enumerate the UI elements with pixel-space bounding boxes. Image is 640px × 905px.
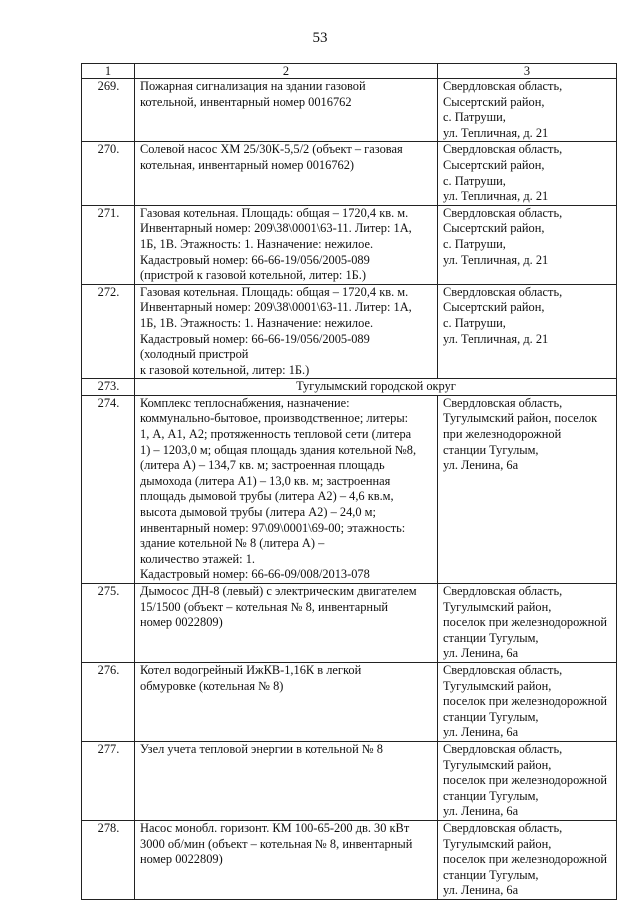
description-line: 1, А, А1, А2; протяженность тепловой сети (литера: [140, 427, 412, 442]
object-address: [438, 584, 617, 663]
object-description: [135, 584, 438, 663]
address-line: Свердловская область,: [443, 205, 563, 220]
address-line: Свердловская область,: [443, 79, 563, 93]
description-line: Инвентарный номер: 209\38\0001\63-11. Литер: 1А,: [140, 221, 412, 236]
address-line: с. Патруши,: [443, 315, 506, 330]
description-line: коммунально-бытовое, производственное; литеры:: [140, 411, 409, 426]
page-number: 53: [312, 30, 328, 46]
address-line: Тугулымский район,: [443, 678, 552, 693]
address-line: ул. Ленина, 6а: [443, 725, 519, 740]
address-line: станции Тугулым,: [443, 442, 539, 457]
address-line: Свердловская область,: [443, 395, 563, 410]
address-line: ул. Тепличная, д. 21: [443, 189, 549, 204]
description-line: номер 0022809): [140, 852, 223, 867]
description-line: номер 0022809): [140, 615, 223, 630]
description-line: обмуровке (котельная № 8): [140, 678, 284, 693]
description-line: 3000 об/мин (объект – котельная № 8, инвентарный: [140, 836, 413, 851]
address-line: ул. Ленина, 6а: [443, 804, 519, 819]
column-header-address: 3: [438, 64, 617, 79]
address-line: поселок при железнодорожной: [443, 773, 608, 788]
description-line: Насос монобл. горизонт. КМ 100-65-200 дв. 30 кВт: [140, 820, 410, 835]
description-line: Дымосос ДН-8 (левый) с электрическим двигателем: [140, 584, 417, 598]
address-line: Сысертский район,: [443, 94, 545, 109]
address-line: Свердловская область,: [443, 662, 563, 677]
description-line: (пристрой к газовой котельной, литер: 1Б.): [140, 268, 366, 283]
row-number: 274.: [82, 395, 135, 583]
address-line: ул. Ленина, 6а: [443, 458, 519, 473]
description-line: Газовая котельная. Площадь: общая – 1720,4 кв. м.: [140, 284, 409, 299]
address-line: при железнодорожной: [443, 427, 562, 442]
column-header-description: 2: [135, 64, 438, 79]
description-line: Пожарная сигнализация на здании газовой: [140, 79, 366, 93]
object-address: [438, 820, 617, 899]
row-number: 269.: [82, 79, 135, 142]
row-number: 272.: [82, 284, 135, 379]
object-description: [135, 395, 438, 583]
description-line: высота дымовой трубы (литера А2) – 24,0 м;: [140, 505, 376, 520]
address-line: станции Тугулым,: [443, 630, 539, 645]
address-line: Сысертский район,: [443, 300, 545, 315]
table-row: [82, 142, 617, 205]
table-row: [82, 79, 617, 142]
property-register-table: [81, 63, 617, 900]
address-line: поселок при железнодорожной: [443, 694, 608, 709]
row-number: 271.: [82, 205, 135, 284]
description-line: Инвентарный номер: 209\38\0001\63-11. Литер: 1А,: [140, 300, 412, 315]
address-line: Свердловская область,: [443, 584, 563, 598]
table-row: [82, 584, 617, 663]
object-description: [135, 662, 438, 741]
row-number: 276.: [82, 662, 135, 741]
object-address: [438, 662, 617, 741]
row-number: 273.: [82, 379, 135, 396]
description-line: Кадастровый номер: 66-66-19/056/2005-089: [140, 252, 370, 267]
description-line: Солевой насос ХМ 25/30К-5,5/2 (объект – газовая: [140, 142, 403, 157]
section-heading: Тугулымский городской округ: [135, 379, 617, 396]
column-header-number: 1: [82, 64, 135, 79]
address-line: поселок при железнодорожной: [443, 615, 608, 630]
address-line: Тугулымский район,: [443, 757, 552, 772]
table-row: [82, 205, 617, 284]
table-row: [82, 284, 617, 379]
object-address: [438, 142, 617, 205]
description-line: Комплекс теплоснабжения, назначение:: [140, 395, 350, 410]
description-line: Котел водогрейный ИжКВ-1,16К в легкой: [140, 662, 362, 677]
row-number: 270.: [82, 142, 135, 205]
description-line: Кадастровый номер: 66-66-19/056/2005-089: [140, 331, 370, 346]
address-line: ул. Ленина, 6а: [443, 646, 519, 661]
address-line: поселок при железнодорожной: [443, 852, 608, 867]
object-address: [438, 205, 617, 284]
object-description: [135, 79, 438, 142]
address-line: Сысертский район,: [443, 221, 545, 236]
row-number: 275.: [82, 584, 135, 663]
object-address: [438, 741, 617, 820]
description-line: количество этажей: 1.: [140, 551, 255, 566]
header-row: [82, 64, 617, 79]
table-row: [82, 741, 617, 820]
address-line: Тугулымский район, поселок: [443, 411, 598, 426]
address-line: Сысертский район,: [443, 157, 545, 172]
object-description: [135, 284, 438, 379]
description-line: дымохода (литера А1) – 13,0 кв. м; застроенная: [140, 473, 391, 488]
object-description: [135, 820, 438, 899]
description-line: котельной, инвентарный номер 0016762: [140, 94, 352, 109]
object-description: [135, 205, 438, 284]
address-line: станции Тугулым,: [443, 867, 539, 882]
address-line: с. Патруши,: [443, 236, 506, 251]
address-line: ул. Ленина, 6а: [443, 883, 519, 898]
description-line: (литера А) – 134,7 кв. м; застроенная площадь: [140, 458, 385, 473]
description-line: 1Б, 1В. Этажность: 1. Назначение: нежилое.: [140, 315, 374, 330]
address-line: ул. Тепличная, д. 21: [443, 252, 549, 267]
object-address: [438, 395, 617, 583]
description-line: Узел учета тепловой энергии в котельной № 8: [140, 741, 383, 756]
object-address: [438, 284, 617, 379]
table-row: [82, 662, 617, 741]
address-line: станции Тугулым,: [443, 788, 539, 803]
address-line: Тугулымский район,: [443, 836, 552, 851]
description-line: 1) – 1203,0 м; общая площадь здания котельной №8,: [140, 442, 417, 457]
address-line: Свердловская область,: [443, 284, 563, 299]
description-line: площадь дымовой трубы (литера А2) – 4,6 кв.м,: [140, 489, 394, 504]
description-line: к газовой котельной, литер: 1Б.): [140, 362, 310, 377]
object-description: [135, 741, 438, 820]
section-row: [82, 379, 617, 396]
address-line: Тугулымский район,: [443, 599, 552, 614]
description-line: 15/1500 (объект – котельная № 8, инвентарный: [140, 599, 389, 614]
address-line: станции Тугулым,: [443, 709, 539, 724]
description-line: (холодный пристрой: [140, 347, 249, 362]
row-number: 278.: [82, 820, 135, 899]
address-line: Свердловская область,: [443, 820, 563, 835]
description-line: здание котельной № 8 (литера А) –: [140, 536, 325, 551]
description-line: Газовая котельная. Площадь: общая – 1720,4 кв. м.: [140, 205, 409, 220]
table-row: [82, 820, 617, 899]
description-line: Кадастровый номер: 66-66-09/008/2013-078: [140, 567, 370, 582]
address-line: с. Патруши,: [443, 110, 506, 125]
description-line: 1Б, 1В. Этажность: 1. Назначение: нежилое.: [140, 236, 374, 251]
address-line: с. Патруши,: [443, 173, 506, 188]
row-number: 277.: [82, 741, 135, 820]
address-line: ул. Тепличная, д. 21: [443, 331, 549, 346]
address-line: Свердловская область,: [443, 142, 563, 157]
object-address: [438, 79, 617, 142]
address-line: ул. Тепличная, д. 21: [443, 125, 549, 140]
object-description: [135, 142, 438, 205]
description-line: инвентарный номер: 97\09\0001\69-00; этажность:: [140, 520, 406, 535]
description-line: котельная, инвентарный номер 0016762): [140, 157, 355, 172]
address-line: Свердловская область,: [443, 741, 563, 756]
table-row: [82, 395, 617, 583]
